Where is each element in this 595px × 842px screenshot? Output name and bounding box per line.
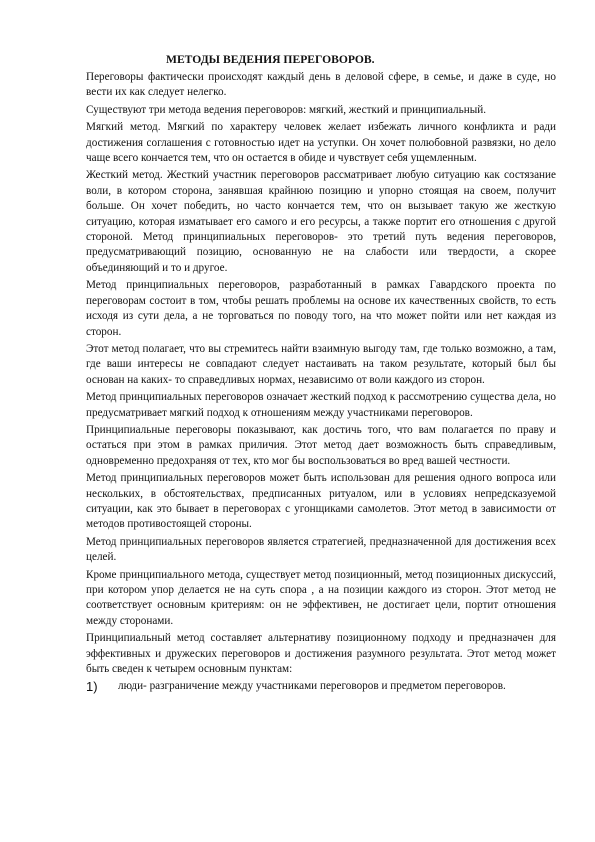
paragraph: Принципиальный метод составляет альтернативу позиционному подходу и предназначен для эффективных и дружеских переговоров и достижения разумного результата. Этот метод может быть сведен к четырем основным пунктам: <box>86 632 556 676</box>
list-item <box>86 679 556 694</box>
paragraph: Жесткий метод. Жесткий участник переговоров рассматривает любую ситуацию как состязание воли, в котором сторона, занявшая крайнюю позицию и упорно стоящая на своем, получит больше. Он хочет победить, но часто кончается тем, что он вызывает такую же жесткую ситуацию, которая изматывает его самого и его ресурсы, а также портит его отношения с другой стороной. Метод принципиальных переговоров- это третий путь ведения переговоров, предусматривающий позицию, основанную не на слабости или твердости, а скорее объединяющий и то и другое. <box>86 169 556 274</box>
paragraph: Метод принципиальных переговоров может быть использован для решения одного вопроса или нескольких, в обстоятельствах, предписанных ритуалом, или в условиях непредсказуемой ситуации, как это бывает в переговорах с угонщиками самолетов. Этот метод в зависимости от методов противостоящей стороны. <box>86 472 556 531</box>
document-title: МЕТОДЫ ВЕДЕНИЯ ПЕРЕГОВОРОВ. <box>166 53 375 66</box>
paragraph: Метод принципиальных переговоров, разработанный в рамках Гавардского проекта по переговорам состоит в том, чтобы решать проблемы на основе их качественных свойств, то есть исходя из сути дела, а не торговаться по поводу того, на что может пойти или нет каждая из сторон. <box>86 279 556 338</box>
document-page <box>86 52 556 695</box>
paragraph: Метод принципиальных переговоров означает жесткий подход к рассмотрению существа дела, но предусматривает мягкий подход к отношениям между участниками переговоров. <box>86 391 556 419</box>
paragraph: Метод принципиальных переговоров является стратегией, предназначенной для достижения всех целей. <box>86 535 556 564</box>
list-item-number: 1) <box>86 679 98 695</box>
paragraph: Принципиальные переговоры показывают, как достичь того, что вам полагается по праву и остаться при этом в рамках приличия. Этот метод дает возможность быть справедливым, одновременно предохраняя от тех, кто мог бы воспользоваться во вред вашей честности. <box>86 423 556 467</box>
paragraph: Переговоры фактически происходят каждый день в деловой сфере, в семье, и даже в суде, но вести их как следует нелегко. <box>86 71 556 99</box>
paragraph: Мягкий метод. Мягкий по характеру человек желает избежать личного конфликта и ради достижения соглашения с готовностью идет на уступки. Он хочет полюбовной развязки, но дело чаще всего кончается тем, что он остается в обиде и чувствует себя ущемленным. <box>86 121 556 165</box>
paragraph: Кроме принципиального метода, существует метод позиционный, метод позиционных дискуссий, при котором упор делается не на суть спора , а на позиции каждого из сторон. Этот метод не соответствует основным критериям: он не эффективен, не достигает цели, портит отношения между сторонами. <box>86 568 556 627</box>
list-item-text: люди- разграничение между участниками переговоров и предметом переговоров. <box>118 680 506 693</box>
paragraph: Этот метод полагает, что вы стремитесь найти взаимную выгоду там, где только возможно, а там, где ваши интересы не совпадают следует настаивать на таком результате, который был бы основан на каких- то справедливых нормах, независимо от воли каждого из сторон. <box>86 342 556 386</box>
paragraph: Существуют три метода ведения переговоров: мягкий, жесткий и принципиальный. <box>86 103 487 116</box>
